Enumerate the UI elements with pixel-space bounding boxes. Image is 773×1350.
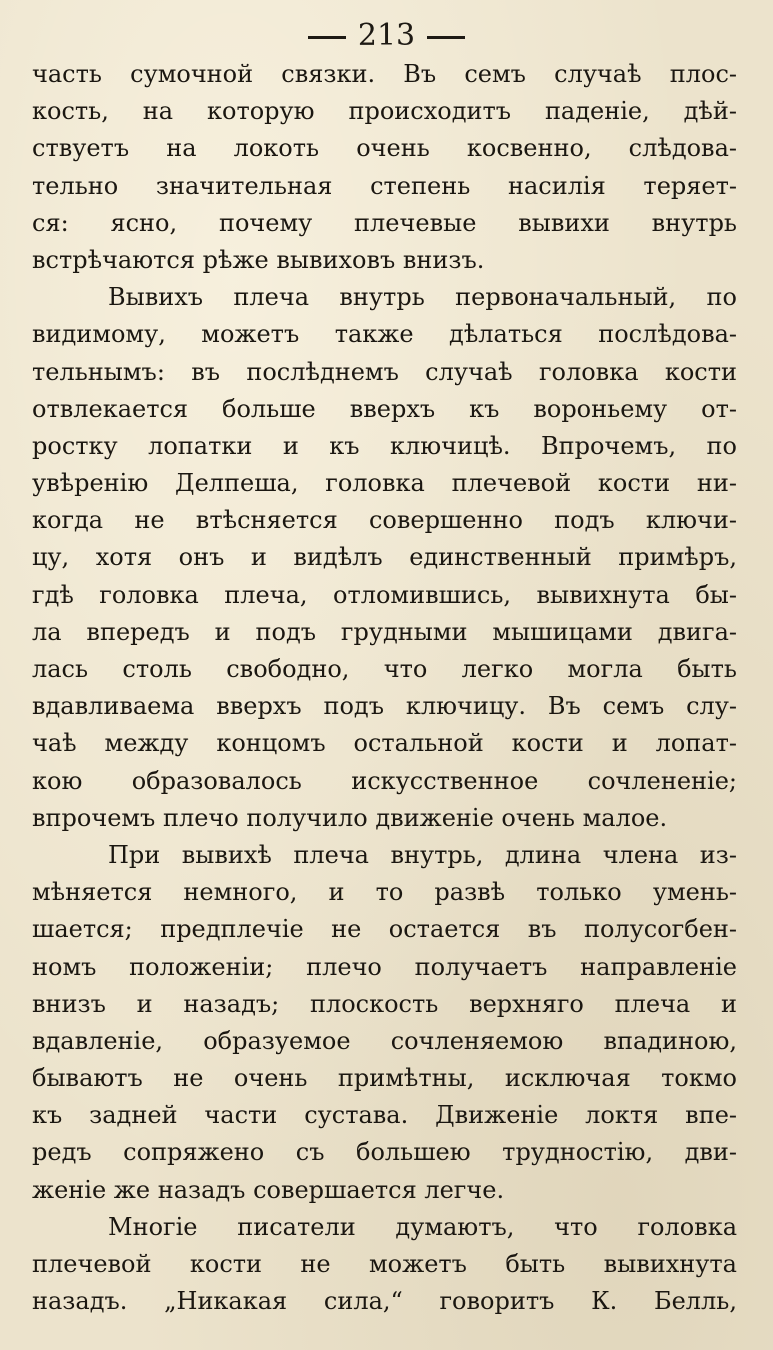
text-line: тельнымъ: въ послѣднемъ случаѣ головка кости [32,357,737,386]
header-dash-right [427,36,465,39]
text-line: лась столь свободно, что легко могла быть [32,655,737,683]
text-line: вдавленіе, образуемое сочленяемою впадиною, [32,1026,737,1055]
text-line: увѣренію Делпеша, головка плечевой кости ни- [32,469,737,498]
text-line: ростку лопатки и къ ключицѣ. Впрочемъ, по [32,431,737,460]
text-line: встрѣчаются рѣже вывиховъ внизъ. [32,245,485,274]
text-line: редъ сопряжено съ большею трудностію, дви- [32,1138,737,1167]
text-line: шается; предплечіе не остается въ полусогбен- [32,915,737,944]
text-line: При вывихѣ плеча внутрь, длина члена из- [108,840,737,869]
page-body [32,56,737,1320]
text-line: цу, хотя онъ и видѣлъ единственный примѣръ, [32,543,737,572]
text-line: чаѣ между концомъ остальной кости и лопат- [32,729,737,758]
text-line: отвлекается больше вверхъ къ вороньему от- [32,394,737,423]
text-line: когда не втѣсняется совершенно подъ ключи- [32,506,737,535]
header-dash-left [308,36,346,39]
text-line: плечевой кости не можетъ быть вывихнута [32,1250,737,1278]
text-line: ся: ясно, почему плечевые вывихи внутрь [32,208,737,237]
text-line: впрочемъ плечо получило движеніе очень малое. [32,803,668,832]
text-line: гдѣ головка плеча, отломившись, вывихнута бы- [32,580,737,609]
page-number: 213 [357,18,416,53]
text-line: часть сумочной связки. Въ семъ случаѣ плос- [32,60,737,88]
text-line: ла впередъ и подъ грудными мышицами двига- [32,617,737,646]
text-line: кою образовалось искусственное сочлененіе; [32,766,737,795]
text-line: внизъ и назадъ; плоскость верхняго плеча и [32,989,737,1018]
text-line: тельно значительная степень насилія теряет- [32,171,737,200]
text-line: Многіе писатели думаютъ, что головка [108,1212,737,1241]
text-line: вдавливаема вверхъ подъ ключицу. Въ семъ слу- [32,692,737,721]
page-header [0,14,773,58]
text-line: бываютъ не очень примѣтны, исключая токмо [32,1064,737,1093]
text-line: Вывихъ плеча внутрь первоначальный, по [108,283,737,312]
text-line: ствуетъ на локоть очень косвенно, слѣдова- [32,134,737,163]
text-line: женіе же назадъ совершается легче. [32,1175,505,1204]
text-line: мѣняется немного, и то развѣ только умень- [32,878,737,907]
text-line: къ задней части сустава. Движеніе локтя впе- [32,1101,737,1130]
text-line: видимому, можетъ также дѣлаться послѣдова- [32,320,737,349]
text-line: номъ положеніи; плечо получаетъ направленіе [32,952,737,981]
text-line: назадъ. „Никакая сила,“ говоритъ К. Белль, [32,1287,737,1316]
text-line: кость, на которую происходитъ паденіе, дѣй- [32,97,737,126]
